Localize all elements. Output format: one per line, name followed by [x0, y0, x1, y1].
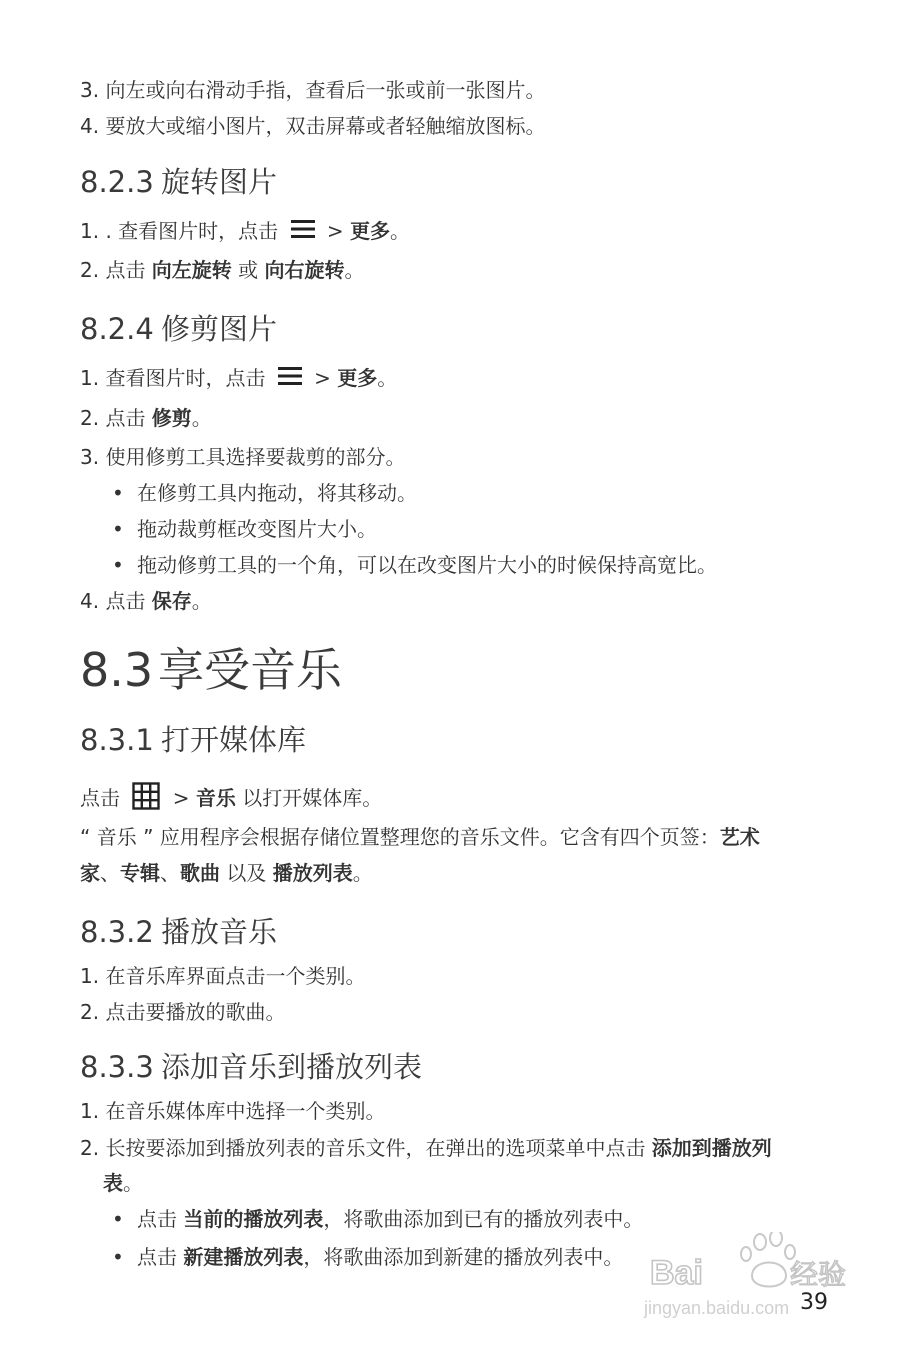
section-number: 8.3 [80, 643, 154, 697]
section-number: 8.3.3 [80, 1050, 154, 1084]
add-to-playlist-label: 添加到播放列 [651, 1136, 772, 1160]
heading-8-2-3 [80, 164, 277, 200]
bullet-dot: • [112, 1207, 124, 1231]
rotate-left-label: 向左旋转 [151, 258, 232, 282]
period: 。 [191, 406, 212, 430]
play-step-2: 2. 点击要播放的歌曲。 [80, 1000, 286, 1024]
artist-label-part: 艺术 [719, 825, 760, 849]
section-title: 添加音乐到播放列表 [161, 1050, 423, 1084]
bullet-text: 点击 [137, 1207, 184, 1231]
music-app-desc-line-2 [80, 859, 373, 887]
crop-step-4 [80, 587, 212, 615]
heading-8-2-4 [80, 311, 277, 347]
section-number: 8.3.2 [80, 915, 154, 949]
period: 。 [377, 366, 398, 390]
add-to-playlist-label-cont: 表 [103, 1171, 123, 1195]
gt-symbol: > [314, 366, 331, 390]
rotate-right-label: 向右旋转 [264, 258, 345, 282]
section-title: 旋转图片 [161, 165, 278, 199]
step-text: 1. . 查看图片时，点击 [80, 219, 279, 243]
separator: 、 [160, 861, 180, 885]
bullet-dot: • [112, 1245, 124, 1269]
add-step-2-cont [103, 1169, 143, 1197]
rotate-step-1 [80, 217, 410, 247]
step-text: 4. 点击 [80, 589, 152, 613]
bullet-text: 拖动裁剪框改变图片大小。 [137, 517, 377, 541]
playlist-label: 播放列表 [272, 861, 353, 885]
more-label: 更多 [350, 219, 390, 243]
period: 。 [191, 589, 212, 613]
svg-text:经验: 经验 [790, 1259, 847, 1290]
step-3-swipe: 3. 向左或向右滑动手指，查看后一张或前一张图片。 [80, 78, 546, 102]
svg-text:jingyan.baidu.com: jingyan.baidu.com [644, 1298, 790, 1318]
crop-step-3: 3. 使用修剪工具选择要裁剪的部分。 [80, 445, 406, 469]
menu-icon [278, 365, 302, 394]
bullet-text: 拖动修剪工具的一个角，可以在改变图片大小的时候保持高宽比。 [137, 553, 717, 577]
period: 。 [390, 219, 410, 243]
new-playlist-label: 新建播放列表 [183, 1245, 304, 1269]
crop-bullet-2 [112, 515, 377, 543]
bullet-dot: • [112, 553, 124, 577]
section-title: 享受音乐 [158, 643, 342, 697]
menu-icon [291, 218, 315, 247]
heading-8-3 [80, 642, 342, 698]
step-text: 以打开媒体库。 [235, 786, 383, 810]
heading-8-3-1 [80, 722, 306, 758]
or-text: 或 [231, 258, 265, 282]
section-title: 播放音乐 [161, 915, 278, 949]
section-number: 8.3.1 [80, 723, 154, 757]
step-text: 2. 点击 [80, 258, 152, 282]
more-label: 更多 [337, 366, 378, 390]
add-bullet-2 [112, 1243, 623, 1271]
play-step-1: 1. 在音乐库界面点击一个类别。 [80, 964, 366, 988]
section-number: 8.2.3 [80, 165, 154, 199]
music-label: 音乐 [195, 786, 236, 810]
period: 。 [123, 1171, 143, 1195]
album-label: 专辑 [120, 861, 160, 885]
bullet-dot: • [112, 517, 124, 541]
bullet-dot: • [112, 481, 124, 505]
separator: 、 [100, 861, 120, 885]
step-4-zoom: 4. 要放大或缩小图片，双击屏幕或者轻触缩放图标。 [80, 114, 546, 138]
add-step-1: 1. 在音乐媒体库中选择一个类别。 [80, 1099, 386, 1123]
section-title: 修剪图片 [161, 312, 278, 346]
add-bullet-1 [112, 1205, 643, 1233]
app-grid-icon [132, 782, 160, 817]
step-text: 2. 长按要添加到播放列表的音乐文件，在弹出的选项菜单中点击 [80, 1136, 652, 1160]
songs-label: 歌曲 [180, 861, 220, 885]
section-number: 8.2.4 [80, 312, 154, 346]
rotate-step-2 [80, 256, 365, 284]
page-number: 39 [800, 1290, 828, 1315]
gt-symbol: > [326, 219, 344, 243]
add-step-2 [80, 1134, 772, 1162]
music-app-desc-line-1 [80, 823, 760, 851]
and-text: 以及 [220, 861, 273, 885]
crop-step-2 [80, 404, 212, 432]
bullet-text: 在修剪工具内拖动，将其移动。 [137, 481, 417, 505]
gt-symbol: > [172, 786, 196, 810]
heading-8-3-2 [80, 914, 277, 950]
step-text: 2. 点击 [80, 406, 152, 430]
period: 。 [344, 258, 365, 282]
bullet-text: 点击 [137, 1245, 184, 1269]
save-label: 保存 [151, 589, 192, 613]
bullet-text: ，将歌曲添加到已有的播放列表中。 [323, 1207, 644, 1231]
bullet-text: ，将歌曲添加到新建的播放列表中。 [303, 1245, 624, 1269]
crop-bullet-3 [112, 551, 717, 579]
crop-step-1 [80, 364, 397, 394]
crop-bullet-1 [112, 479, 417, 507]
current-playlist-label: 当前的播放列表 [183, 1207, 324, 1231]
step-text: 1. 查看图片时，点击 [80, 366, 266, 390]
desc-text: “ 音乐 ” 应用程序会根据存储位置整理您的音乐文件。它含有四个页签： [80, 825, 720, 849]
step-text: 点击 [80, 786, 120, 810]
section-title: 打开媒体库 [161, 723, 307, 757]
artist-label-part: 家 [80, 861, 100, 885]
svg-text:Bai: Bai [650, 1254, 703, 1292]
period: 。 [352, 861, 373, 885]
open-library-para [80, 782, 382, 817]
heading-8-3-3 [80, 1049, 422, 1085]
crop-label: 修剪 [151, 406, 192, 430]
